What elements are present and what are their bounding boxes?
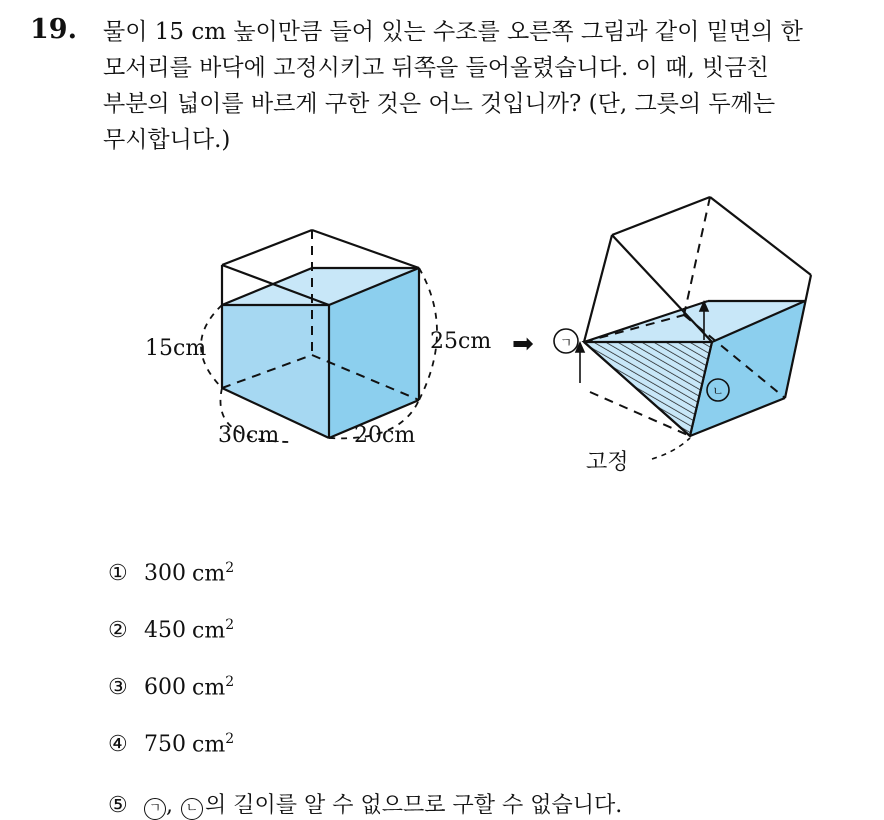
choice-text: 의 길이를 알 수 없으므로 구할 수 없습니다.	[205, 793, 623, 818]
tank-figure	[0, 180, 884, 490]
choice-3[interactable]	[108, 674, 234, 700]
choice-5[interactable]	[108, 788, 622, 820]
question-line: 물이 15 cm 높이만큼 들어 있는 수조를 오른쪽 그림과 같이 밑면의 한	[103, 19, 803, 45]
label-fixed: 고정	[586, 450, 629, 475]
label-15cm: 15cm	[145, 336, 207, 361]
choice-number: ①	[108, 561, 128, 587]
choice-exponent: 2	[225, 617, 235, 633]
choice-value: 450	[144, 618, 186, 644]
water-front-left	[222, 305, 329, 438]
label-30cm: 30cm	[218, 423, 280, 448]
choice-number: ③	[108, 675, 128, 701]
choice-1[interactable]	[108, 560, 234, 586]
choice-4[interactable]	[108, 731, 234, 757]
question-text	[103, 14, 863, 158]
label-25cm: 25cm	[430, 329, 492, 354]
choice-unit: cm	[192, 561, 226, 587]
mark-nieun: ㄴ	[712, 384, 724, 398]
choice-value: 600	[144, 675, 186, 701]
choice-value: 300	[144, 561, 186, 587]
right-tank	[576, 197, 811, 436]
choice-2[interactable]	[108, 617, 234, 643]
right-arrow-icon: ➡	[512, 329, 534, 359]
label-20cm: 20cm	[354, 423, 416, 448]
mark-giyeok: ㄱ	[144, 798, 166, 820]
choice-unit: cm	[192, 675, 226, 701]
question-line: 부분의 넓이를 바르게 구한 것은 어느 것입니까? (단, 그릇의 두께는	[103, 91, 776, 117]
choice-exponent: 2	[225, 560, 235, 576]
choice-unit: cm	[192, 618, 226, 644]
choice-unit: cm	[192, 732, 226, 758]
left-tank	[201, 230, 437, 442]
mark-nieun: ㄴ	[181, 798, 203, 820]
choice-separator: ,	[166, 793, 173, 818]
choice-number: ②	[108, 618, 128, 644]
choice-exponent: 2	[225, 674, 235, 690]
mark-giyeok: ㄱ	[559, 336, 573, 351]
question-line: 모서리를 바닥에 고정시키고 뒤쪽을 들어올렸습니다. 이 때, 빗금친	[103, 55, 769, 81]
question-line: 무시합니다.)	[103, 127, 231, 153]
choice-exponent: 2	[225, 731, 235, 747]
choice-value: 750	[144, 732, 186, 758]
choice-number: ⑤	[108, 793, 128, 818]
question-number: 19.	[30, 14, 77, 45]
choice-number: ④	[108, 732, 128, 758]
